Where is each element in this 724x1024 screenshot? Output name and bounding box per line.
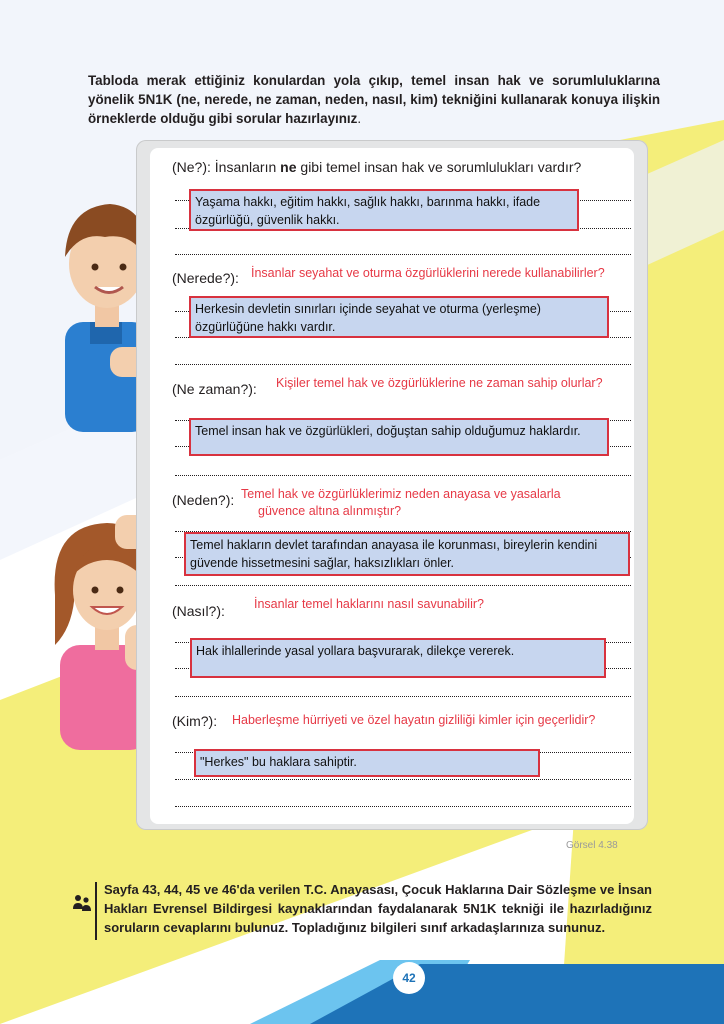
- writing-line: [175, 364, 631, 365]
- question-nasil-label: (Nasıl?):: [172, 603, 229, 619]
- answer-neden: Temel hakların devlet tarafından anayasa ile korunması, bireylerin kendini güvende hissetmesini sağlar, haksızlıkları önler.: [184, 532, 630, 576]
- group-people-icon: [72, 893, 92, 913]
- writing-line: [175, 779, 631, 780]
- answer-nerede: Herkesin devletin sınırları içinde seyahat ve oturma (yerleşme) özgürlüğüne hakkı vardır.: [189, 296, 609, 338]
- question-ne-label: [172, 159, 585, 175]
- question-ne-bold: ne: [280, 159, 297, 175]
- question-ne-pre: (Ne?): İnsanların: [172, 159, 281, 175]
- answer-nasil: Hak ihlallerinde yasal yollara başvurarak, dilekçe vererek.: [190, 638, 606, 678]
- question-neden-label: (Neden?):: [172, 492, 238, 508]
- writing-line: [175, 475, 631, 476]
- writing-line: [175, 696, 631, 697]
- question-neden-handwritten-1: Temel hak ve özgürlüklerimiz neden anayasa ve yasalarla: [241, 487, 561, 501]
- question-nasil-handwritten: İnsanlar temel haklarını nasıl savunabilir?: [254, 597, 484, 611]
- answer-kim: "Herkes" bu haklara sahiptir.: [194, 749, 540, 777]
- writing-line: [175, 806, 631, 807]
- intro-end: .: [357, 111, 362, 126]
- question-nezaman-label: (Ne zaman?):: [172, 381, 261, 397]
- page-number: 42: [393, 962, 425, 994]
- answer-ne: Yaşama hakkı, eğitim hakkı, sağlık hakkı, barınma hakkı, ifade özgürlüğü, güvenlik hakkı.: [189, 189, 579, 231]
- footer-divider: [95, 882, 97, 940]
- question-ne-post: gibi temel insan hak ve sorumlulukları vardır?: [296, 159, 582, 175]
- writing-line: [175, 254, 631, 255]
- figure-caption: Görsel 4.38: [566, 840, 618, 851]
- footer-instructions: Sayfa 43, 44, 45 ve 46'da verilen T.C. Anayasası, Çocuk Haklarına Dair Sözleşme ve İnsan Hakları Evrensel Bildirgesi kaynaklarından faydalanarak 5N1K tekniği ile hazırladığınız soruların cevaplarını bulunuz. Topladığınız bilgileri sınıf arkadaşlarınıza sununuz.: [104, 882, 652, 935]
- writing-line: [175, 585, 631, 586]
- intro-text: Tabloda merak ettiğiniz konulardan yola çıkıp, temel insan hak ve sorumluluklarına yönelik 5N1K (ne, nerede, ne zaman, neden, nasıl, kim) tekniğini kullanarak konuya ilişkin örneklerde olduğu gibi sorular hazırlayınız: [88, 73, 660, 126]
- girl-illustration: [40, 505, 150, 750]
- question-kim-handwritten: Haberleşme hürriyeti ve özel hayatın gizliliği kimler için geçerlidir?: [232, 713, 596, 727]
- question-nerede-label: (Nerede?):: [172, 270, 243, 286]
- boy-illustration: [35, 182, 150, 432]
- question-nerede-handwritten: İnsanlar seyahat ve oturma özgürlüklerini nerede kullanabilirler?: [251, 266, 605, 280]
- answer-nezaman: Temel insan hak ve özgürlükleri, doğuştan sahip olduğumuz haklardır.: [189, 418, 609, 456]
- question-nezaman-handwritten: Kişiler temel hak ve özgürlüklerine ne zaman sahip olurlar?: [276, 376, 603, 390]
- question-neden-handwritten-2: güvence altına alınmıştır?: [258, 504, 402, 518]
- question-kim-label: (Kim?):: [172, 713, 221, 729]
- intro-instructions: [88, 71, 660, 128]
